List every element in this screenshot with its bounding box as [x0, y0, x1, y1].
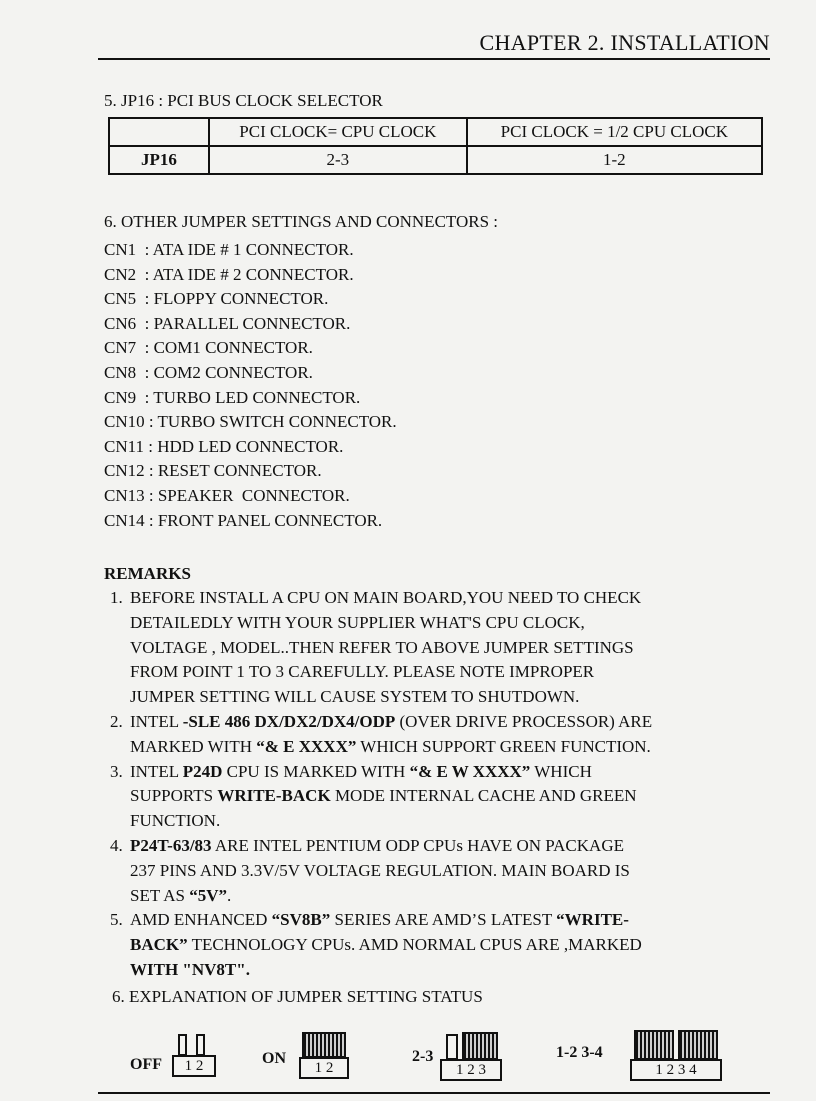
remark-line	[130, 958, 790, 983]
table-row	[109, 146, 762, 174]
remark-text: SET AS	[130, 885, 190, 905]
remark-text: SUPPORTS	[130, 786, 218, 806]
table-corner-cell	[109, 118, 209, 146]
table-cell: 1-2	[467, 146, 762, 174]
cache-mode: WRITE-BACK	[217, 786, 331, 806]
jp16-section-title: 5. JP16 : PCI BUS CLOCK SELECTOR	[104, 91, 383, 110]
connector-list	[104, 238, 397, 533]
remark-text: INTEL	[130, 761, 183, 781]
cpu-model: P24T-63/83	[130, 835, 212, 855]
jumper-pin	[446, 1034, 458, 1060]
table-row	[109, 118, 762, 146]
jumper-on-label: ON	[262, 1050, 286, 1067]
remark-line: DETAILEDLY WITH YOUR SUPPLIER WHAT'S CPU CLOCK,	[130, 612, 585, 632]
jumper-cap	[678, 1030, 718, 1060]
table-cell: 2-3	[209, 146, 467, 174]
row-label: JP16	[109, 146, 209, 174]
remark-line: BEFORE INSTALL A CPU ON MAIN BOARD,YOU NEED TO CHECK	[130, 588, 642, 607]
cpu-marking: “& E W XXXX”	[409, 761, 531, 781]
remark-number: 4.	[110, 835, 123, 855]
remark-2	[110, 710, 790, 760]
remark-text: .	[227, 885, 232, 905]
list-item: CN2 : ATA IDE # 2 CONNECTOR.	[104, 264, 354, 284]
remark-line	[130, 784, 790, 809]
other-settings-title: 6. OTHER JUMPER SETTINGS AND CONNECTORS :	[104, 212, 499, 231]
cpu-marking: “& E XXXX”	[256, 736, 357, 756]
list-item: CN6 : PARALLEL CONNECTOR.	[104, 313, 351, 333]
jumper-1234-label: 1-2 3-4	[556, 1044, 603, 1061]
technology-name: “WRITE-	[556, 910, 629, 930]
remark-line	[130, 710, 790, 735]
list-item: CN12 : RESET CONNECTOR.	[104, 461, 322, 481]
remark-text: MODE INTERNAL CACHE AND GREEN	[330, 786, 637, 806]
remark-text: (OVER DRIVE PROCESSOR) ARE	[395, 711, 653, 731]
jumper-cap	[302, 1032, 346, 1058]
remark-text: INTEL	[130, 711, 183, 731]
remark-text: AMD ENHANCED	[130, 910, 272, 930]
remark-text: TECHNOLOGY CPUs. AMD NORMAL CPUS ARE ,MARKED	[187, 935, 642, 955]
cpu-model: P24D	[182, 761, 223, 781]
remark-5	[110, 908, 790, 982]
remark-text: WHICH SUPPORT GREEN FUNCTION.	[356, 736, 651, 756]
jumper-pin	[178, 1034, 187, 1056]
list-item: CN8 : COM2 CONNECTOR.	[104, 362, 313, 382]
remark-1	[110, 586, 790, 710]
remark-3	[110, 760, 790, 834]
remark-line: FROM POINT 1 TO 3 CAREFULLY. PLEASE NOTE IMPROPER	[130, 662, 595, 682]
jumper-on-pins: 1 2	[299, 1057, 349, 1079]
remark-4	[110, 834, 790, 908]
jumper-23-label: 2-3	[412, 1048, 434, 1065]
remark-number: 2.	[110, 711, 123, 731]
technology-name: BACK”	[130, 935, 188, 955]
column-header: PCI CLOCK = 1/2 CPU CLOCK	[467, 118, 762, 146]
remark-number: 3.	[110, 761, 123, 781]
jumper-diagrams	[0, 1030, 816, 1090]
column-header: PCI CLOCK= CPU CLOCK	[209, 118, 467, 146]
remark-text: ARE INTEL PENTIUM ODP CPUs HAVE ON PACKAGE	[211, 835, 624, 855]
jumper-23-pins: 1 2 3	[440, 1059, 502, 1081]
chapter-header: CHAPTER 2. INSTALLATION	[98, 28, 770, 60]
remark-line	[130, 933, 790, 958]
list-item: CN9 : TURBO LED CONNECTOR.	[104, 387, 361, 407]
jumper-off-label: OFF	[130, 1056, 162, 1073]
remark-text: MARKED WITH	[130, 736, 257, 756]
remark-line	[130, 884, 790, 909]
list-item: CN7 : COM1 CONNECTOR.	[104, 338, 313, 358]
remark-line: VOLTAGE , MODEL..THEN REFER TO ABOVE JUMPER SETTINGS	[130, 637, 634, 657]
jumper-pin	[196, 1034, 205, 1056]
remark-line	[130, 834, 790, 859]
jumper-cap	[634, 1030, 674, 1060]
remark-line: FUNCTION.	[130, 811, 221, 831]
voltage-setting: “5V”	[189, 885, 227, 905]
remark-text: SERIES ARE AMD’S LATEST	[330, 910, 557, 930]
list-item: CN11 : HDD LED CONNECTOR.	[104, 436, 344, 456]
explanation-title: 6. EXPLANATION OF JUMPER SETTING STATUS	[112, 987, 483, 1006]
remark-number: 1.	[110, 588, 123, 607]
remark-line: JUMPER SETTING WILL CAUSE SYSTEM TO SHUTDOWN.	[130, 687, 580, 707]
remarks-list	[110, 586, 790, 983]
list-item: CN14 : FRONT PANEL CONNECTOR.	[104, 510, 383, 530]
remark-line	[130, 760, 790, 785]
list-item: CN10 : TURBO SWITCH CONNECTOR.	[104, 412, 397, 432]
jumper-off-pins: 1 2	[172, 1055, 216, 1077]
remarks-title: REMARKS	[104, 564, 191, 583]
remark-line: 237 PINS AND 3.3V/5V VOLTAGE REGULATION. MAIN BOARD IS	[130, 860, 630, 880]
cpu-marking: WITH "NV8T".	[130, 959, 250, 979]
remark-line	[130, 908, 790, 933]
jumper-1234-pins: 1 2 3 4	[630, 1059, 722, 1081]
remark-number: 5.	[110, 910, 123, 930]
remark-line	[130, 735, 790, 760]
remark-text: WHICH	[530, 761, 592, 781]
jp16-table	[108, 117, 763, 175]
cpu-model: -SLE 486 DX/DX2/DX4/ODP	[182, 711, 396, 731]
list-item: CN13 : SPEAKER CONNECTOR.	[104, 485, 350, 505]
jumper-cap	[462, 1032, 498, 1060]
cpu-series: “SV8B”	[271, 910, 331, 930]
list-item: CN1 : ATA IDE # 1 CONNECTOR.	[104, 240, 354, 259]
list-item: CN5 : FLOPPY CONNECTOR.	[104, 289, 329, 309]
remark-text: CPU IS MARKED WITH	[222, 761, 410, 781]
bottom-rule	[98, 1092, 770, 1094]
